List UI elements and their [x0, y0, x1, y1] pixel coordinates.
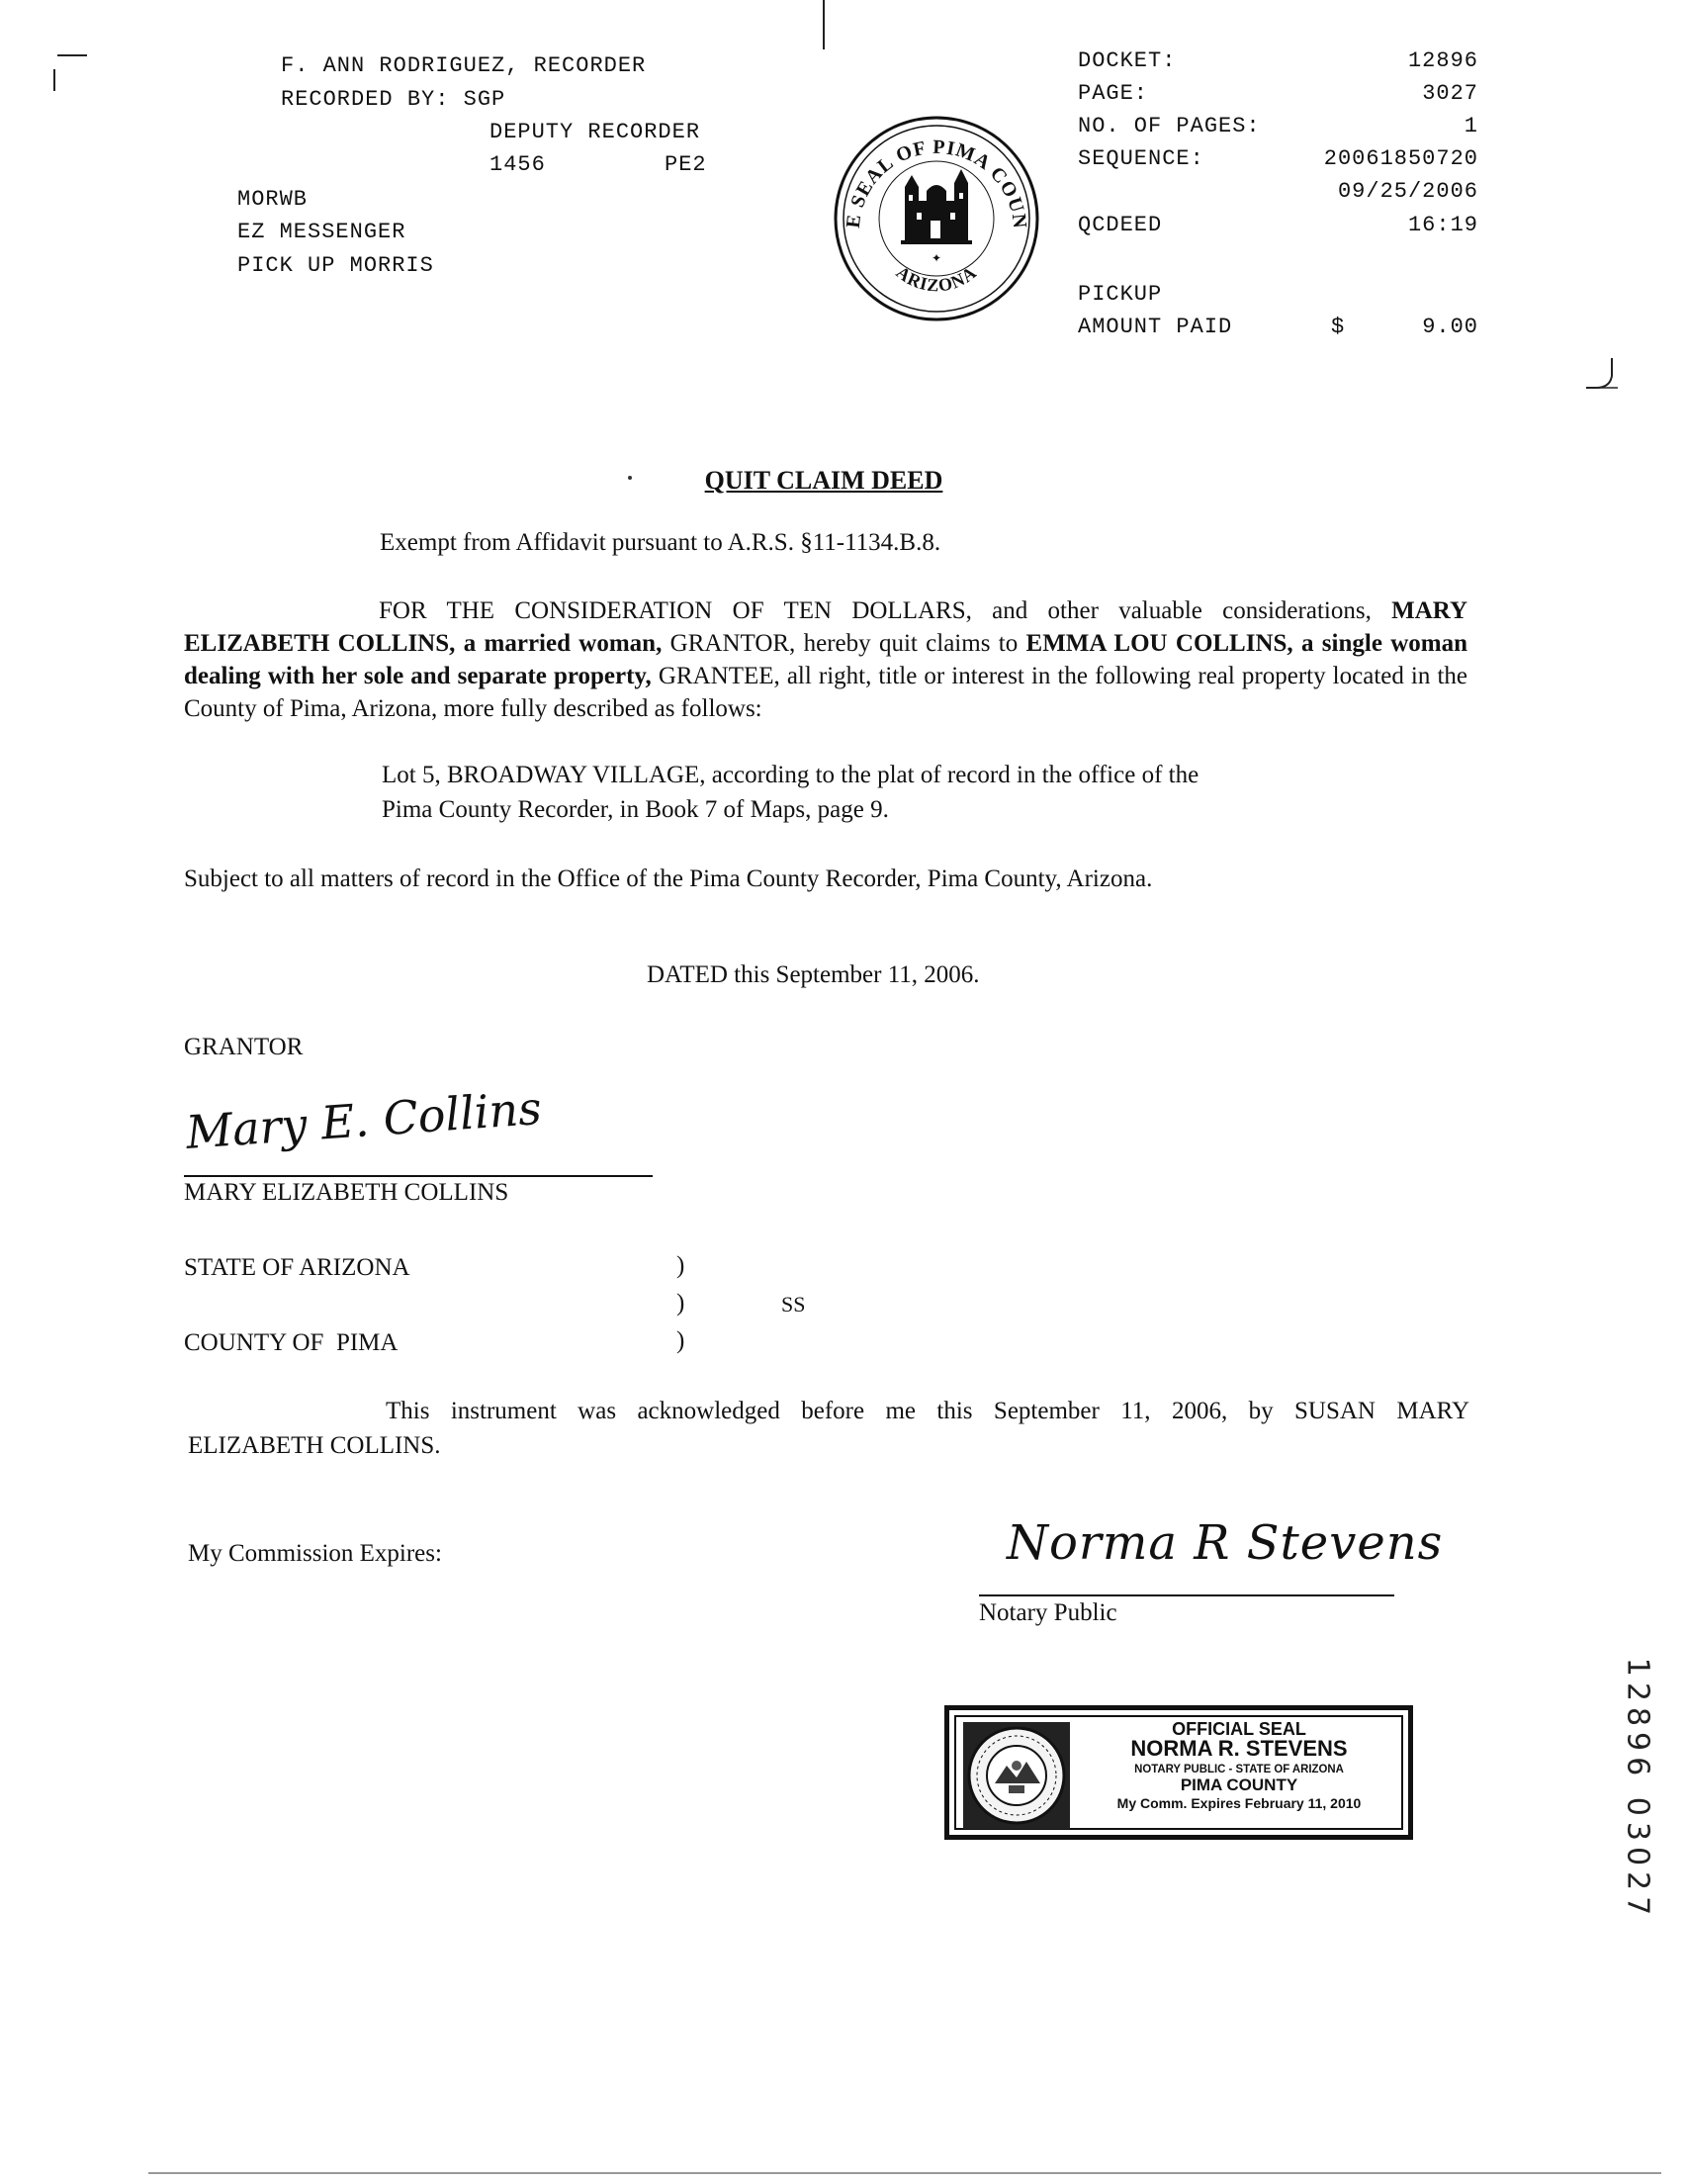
notary-signature: Norma R Stevens [1007, 1515, 1444, 1571]
docket-row [1078, 48, 1478, 80]
venue-paren: ) [676, 1252, 685, 1279]
pages-label: NO. OF PAGES: [1078, 114, 1261, 138]
pages-row [1078, 114, 1478, 145]
sequence-label: SEQUENCE: [1078, 146, 1204, 171]
venue-paren: ) [676, 1290, 685, 1317]
amount-value: 9.00 [1422, 315, 1478, 339]
notary-stamp [944, 1705, 1413, 1840]
exempt-note: Exempt from Affidavit pursuant to A.R.S. §11-1134.B.8. [380, 529, 941, 556]
dated-line: DATED this September 11, 2006. [647, 961, 980, 988]
legal-description-line: Lot 5, BROADWAY VILLAGE, according to the plat of record in the office of the [382, 762, 1199, 788]
grantor-label: GRANTOR [184, 1034, 304, 1060]
recording-date: 09/25/2006 [1337, 179, 1478, 204]
page-value: 3027 [1422, 81, 1478, 106]
amount-row [1078, 315, 1478, 346]
pages-value: 1 [1464, 114, 1478, 138]
legal-description-line: Pima County Recorder, in Book 7 of Maps, page 9. [382, 796, 889, 823]
notary-stamp-line5: My Comm. Expires February 11, 2010 [1116, 1795, 1362, 1811]
venue-state: STATE OF ARIZONA [184, 1254, 410, 1281]
acknowledgment-line1 [386, 1398, 1469, 1425]
svg-text:ARIZONA [893, 262, 981, 296]
grantor-clause: GRANTOR, hereby quit claims to [669, 630, 1019, 657]
venue-ss: SS [781, 1292, 806, 1317]
return-line: PICK UP MORRIS [237, 253, 434, 278]
consideration-paragraph [184, 594, 1467, 725]
margin-docket-number: 12896 03027 [1620, 1657, 1655, 1922]
date-row [1078, 179, 1478, 211]
svg-text:✦: ✦ [931, 251, 942, 265]
seal-bottom-text: ARIZONA [892, 261, 981, 296]
pickup-row [1078, 282, 1478, 314]
consideration-text: FOR THE CONSIDERATION OF TEN DOLLARS, and other valuable considerations, [379, 597, 1372, 624]
subject-to-clause: Subject to all matters of record in the Office of the Pima County Recorder, Pima County, Arizona. [184, 865, 1153, 892]
venue-county: COUNTY OF PIMA [184, 1329, 399, 1356]
doc-type: QCDEED [1078, 213, 1163, 237]
return-line: MORWB [237, 187, 309, 212]
deputy-station: PE2 [665, 152, 707, 177]
notary-stamp-line3: NOTARY PUBLIC - STATE OF ARIZONA [1134, 1762, 1344, 1775]
recorder-name: F. ANN RODRIGUEZ, RECORDER [281, 53, 647, 78]
recording-time: 16:19 [1407, 213, 1478, 237]
notary-stamp-line2: NORMA R. STEVENS [1130, 1736, 1348, 1761]
amount-label: AMOUNT PAID [1078, 315, 1233, 339]
county-seal [824, 96, 1033, 306]
sequence-row [1078, 146, 1478, 178]
grantee-clause: GRANTEE, all right, title or interest in the following real property located in the County of Pima, Arizona, more fully described as follows: [184, 663, 1467, 722]
margin-stamp [1618, 1596, 1657, 1982]
document-title: QUIT CLAIM DEED [704, 466, 943, 495]
seal-top-text: E SEAL OF PIMA COUN [842, 136, 1031, 230]
pickup-label: PICKUP [1078, 282, 1163, 307]
commission-expires-label: My Commission Expires: [188, 1540, 442, 1567]
page-label: PAGE: [1078, 81, 1149, 106]
notary-public-label: Notary Public [979, 1599, 1117, 1626]
acknowledgment-text: This instrument was acknowledged before me this September 11, 2006, by SUSAN MARY [386, 1398, 1469, 1424]
acknowledgment-line2: ELIZABETH COLLINS. [188, 1432, 441, 1459]
page-row [1078, 81, 1478, 113]
return-line: EZ MESSENGER [237, 220, 406, 244]
sequence-value: 20061850720 [1323, 146, 1478, 171]
recorded-by: RECORDED BY: SGP [281, 87, 506, 112]
grantor-signature: Mary E. Collins [184, 1081, 544, 1159]
scan-dot [628, 476, 632, 480]
docket-label: DOCKET: [1078, 48, 1177, 73]
notary-stamp-line4: PIMA COUNTY [1180, 1775, 1298, 1794]
grantor-printed-name: MARY ELIZABETH COLLINS [184, 1179, 509, 1206]
grantor-name: MARY ELIZABETH COLLINS, a married woman, [184, 597, 1468, 657]
arizona-state-seal-icon [963, 1722, 1070, 1829]
notary-stamp-line1: OFFICIAL SEAL [1172, 1719, 1306, 1739]
docket-value: 12896 [1407, 48, 1478, 73]
notary-signature-line [979, 1594, 1394, 1596]
grantee-name: EMMA LOU COLLINS, a single woman dealing with her sole and separate property, [184, 630, 1468, 689]
doctype-row [1078, 213, 1478, 244]
venue-paren: ) [676, 1327, 685, 1354]
deputy-code: 1456 [489, 152, 546, 177]
grantor-signature-line [184, 1175, 653, 1177]
currency-symbol: $ [1331, 315, 1346, 339]
deputy-recorder: DEPUTY RECORDER [489, 120, 701, 144]
